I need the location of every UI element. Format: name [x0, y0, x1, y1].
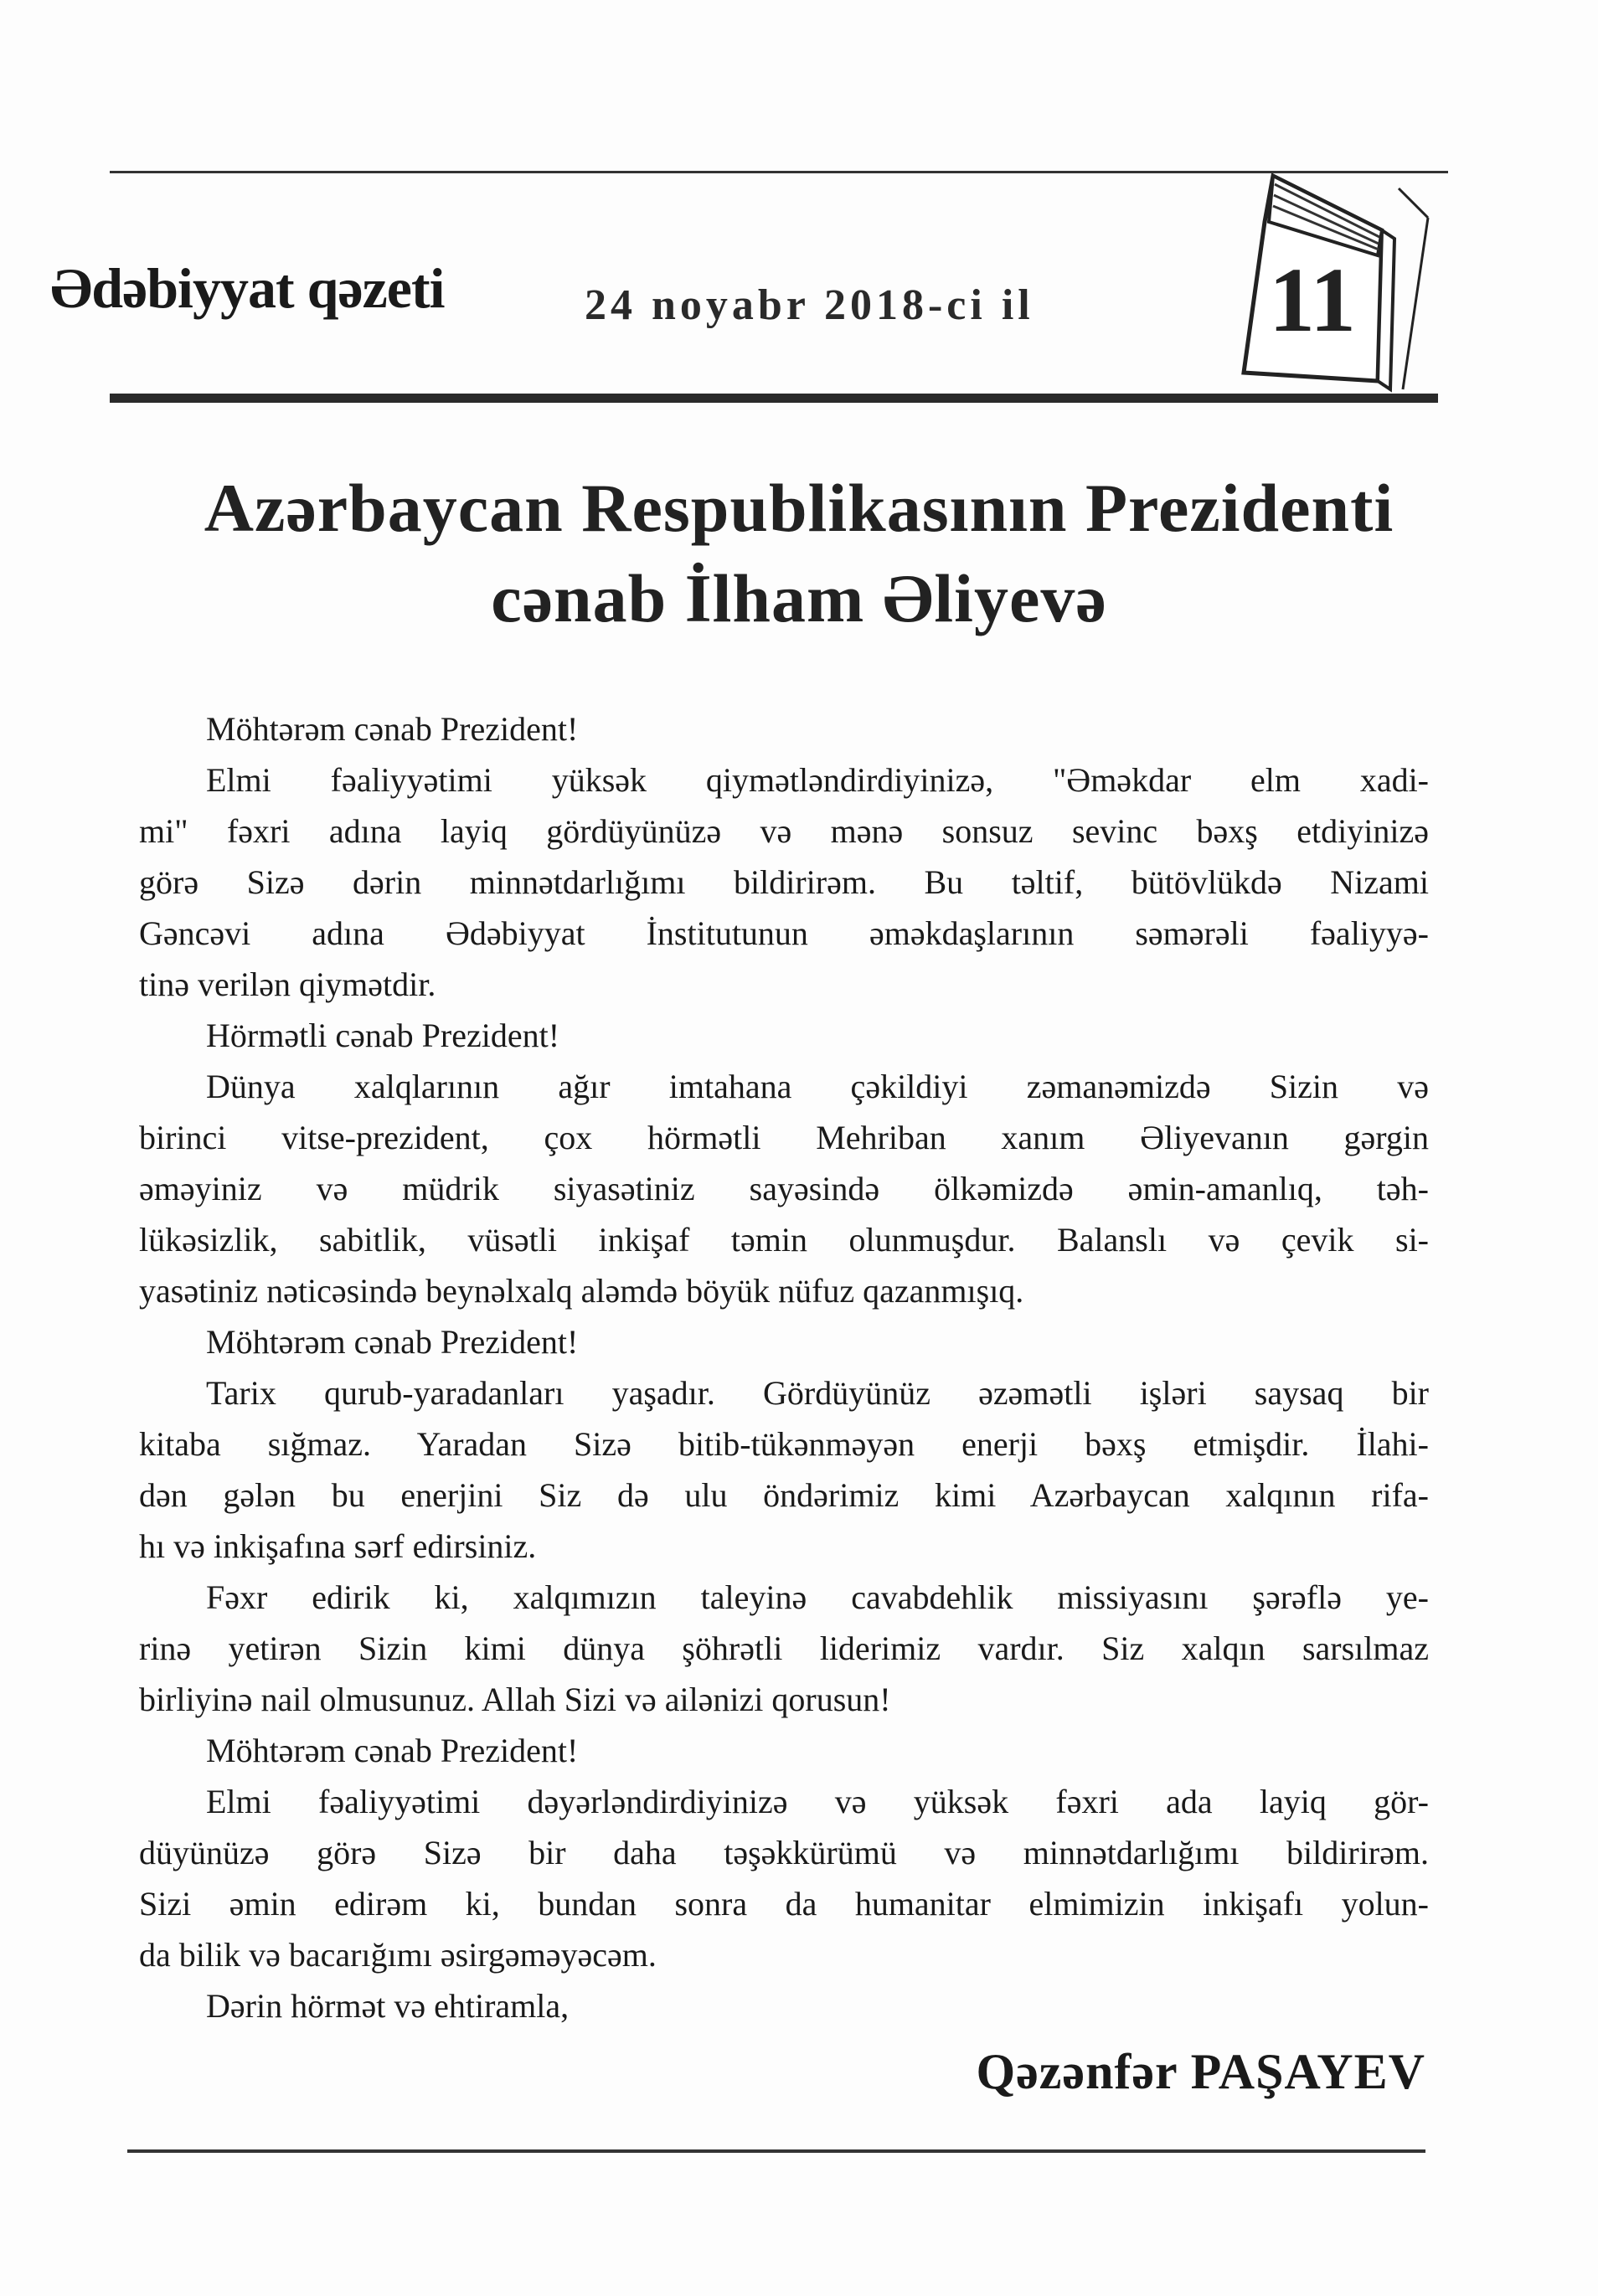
body-line: kitaba sığmaz. Yaradan Sizə bitib-tükənməyən enerji bəxş etmişdir. İlahi- [139, 1425, 1429, 1463]
newspaper-name: Ədəbiyyat qəzeti [50, 256, 445, 320]
body-line: əməyiniz və müdrik siyasətiniz sayəsində ölkəmizdə əmin-amanlıq, təh- [139, 1170, 1429, 1207]
closing: Dərin hörmət və ehtiramla, [206, 1987, 570, 2025]
body-line: Gəncəvi adına Ədəbiyyat İnstitutunun əməkdaşlarının səmərəli fəaliyyə- [139, 914, 1429, 952]
body-line: düyünüzə görə Sizə bir daha təşəkkürümü və minnətdarlığımı bildirirəm. [139, 1834, 1429, 1871]
body-line: görə Sizə dərin minnətdarlığımı bildirirəm. Bu təltif, bütövlükdə Nizami [139, 863, 1429, 901]
body-line: tinə verilən qiymətdir. [139, 965, 436, 1003]
body-line: birinci vitse-prezident, çox hörmətli Mehriban xanım Əliyevanın gərgin [139, 1119, 1429, 1156]
salutation: Möhtərəm cənab Prezident! [206, 710, 579, 748]
signature-name: Qəzənfər PAŞAYEV [976, 2044, 1425, 2099]
open-book-icon [1235, 172, 1436, 394]
issue-date: 24 noyabr 2018-ci il [585, 281, 1034, 329]
body-line: Fəxr edirik ki, xalqımızın taleyinə cavabdehlik missiyasını şərəflə ye- [206, 1578, 1429, 1616]
salutation: Möhtərəm cənab Prezident! [206, 1323, 579, 1361]
body-line: da bilik və bacarığımı əsirgəməyəcəm. [139, 1936, 657, 1974]
footer-rule [127, 2149, 1425, 2153]
addressee-title-line2: cənab İlham Əliyevə [491, 560, 1107, 636]
body-line: Elmi fəaliyyətimi yüksək qiymətləndirdiyinizə, "Əməkdar elm xadi- [206, 761, 1429, 799]
body-line: birliyinə nail olmusunuz. Allah Sizi və ailənizi qorusun! [139, 1681, 891, 1718]
body-line: rinə yetirən Sizin kimi dünya şöhrətli liderimiz vardır. Siz xalqın sarsılmaz [139, 1629, 1429, 1667]
page-number: 11 [1269, 249, 1356, 351]
body-line: mi" fəxri adına layiq gördüyünüzə və mənə sonsuz sevinc bəxş etdiyinizə [139, 812, 1429, 850]
body-line: hı və inkişafına sərf edirsiniz. [139, 1527, 537, 1565]
body-line: lükəsizlik, sabitlik, vüsətli inkişaf təmin olunmuşdur. Balanslı və çevik si- [139, 1221, 1429, 1259]
body-line: Sizi əmin edirəm ki, bundan sonra da humanitar elmimizin inkişafı yolun- [139, 1885, 1429, 1923]
body-line: Tarix qurub-yaradanları yaşadır. Gördüyünüz əzəmətli işləri saysaq bir [206, 1374, 1429, 1412]
addressee-title-line1: Azərbaycan Respublikasının Prezidenti [204, 470, 1394, 546]
body-line: Dünya xalqlarının ağır imtahana çəkildiyi zəmanəmizdə Sizin və [206, 1068, 1429, 1105]
letter-body [139, 703, 1429, 2031]
body-line: Elmi fəaliyyətimi dəyərləndirdiyinizə və yüksək fəxri ada layiq gör- [206, 1783, 1429, 1820]
body-line: yasətiniz nəticəsində beynəlxalq aləmdə böyük nüfuz qazanmışıq. [139, 1272, 1024, 1310]
salutation: Möhtərəm cənab Prezident! [206, 1732, 579, 1769]
header-bottom-rule [110, 394, 1438, 403]
body-line: dən gələn bu enerjini Siz də ulu öndərimiz kimi Azərbaycan xalqının rifa- [139, 1476, 1429, 1514]
salutation: Hörmətli cənab Prezident! [206, 1017, 560, 1054]
